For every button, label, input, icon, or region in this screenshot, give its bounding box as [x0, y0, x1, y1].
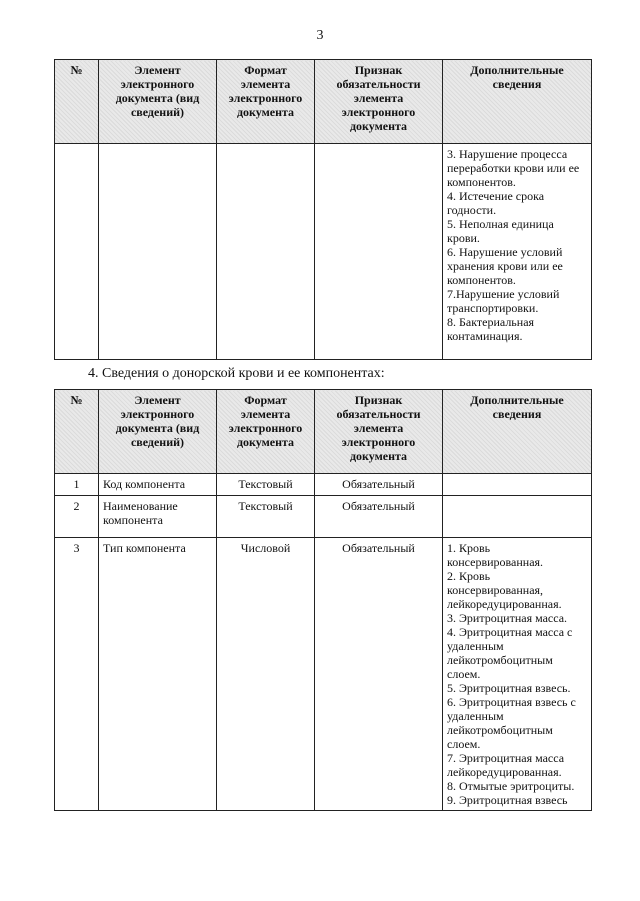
list-item: 4. Эритроцитная масса с удаленным лейкотромбоцитным слоем. — [447, 625, 573, 681]
header-required: Признак обязательности элемента электронного документа — [315, 60, 443, 144]
header-format: Формат элемента электронного документа — [217, 60, 315, 144]
cell-required: Обязательный — [315, 474, 443, 496]
cell-number: 3 — [55, 538, 99, 811]
cell-format: Текстовый — [217, 474, 315, 496]
cell-format: Текстовый — [217, 496, 315, 538]
cell-required — [315, 144, 443, 360]
table-header-row — [55, 390, 592, 474]
rejection-reasons-list — [447, 147, 587, 343]
header-required: Признак обязательности элемента электронного документа — [315, 390, 443, 474]
list-item: 7. Эритроцитная масса лейкоредуцированная. — [447, 751, 565, 779]
cell-format: Числовой — [217, 538, 315, 811]
cell-extra — [443, 496, 592, 538]
table-row — [55, 144, 592, 360]
cell-number: 2 — [55, 496, 99, 538]
list-item: 6. Нарушение условий хранения крови или ее компонентов. — [447, 245, 563, 287]
cell-extra — [443, 144, 592, 360]
list-item: 9. Эритроцитная взвесь — [447, 793, 568, 807]
cell-element: Наименование компонента — [99, 496, 217, 538]
list-item: 4. Истечение срока годности. — [447, 189, 545, 217]
header-number: № — [55, 60, 99, 144]
cell-number — [55, 144, 99, 360]
header-element: Элемент электронного документа (вид сведений) — [99, 390, 217, 474]
list-item: 5. Неполная единица крови. — [447, 217, 554, 245]
list-item: 5. Эритроцитная взвесь. — [447, 681, 571, 695]
cell-extra — [443, 538, 592, 811]
header-extra: Дополнительные сведения — [443, 390, 592, 474]
table-row — [55, 538, 592, 811]
cell-required: Обязательный — [315, 496, 443, 538]
list-item: 6. Эритроцитная взвесь с удаленным лейкотромбоцитным слоем. — [447, 695, 576, 751]
cell-element: Тип компонента — [99, 538, 217, 811]
component-types-list — [447, 541, 587, 807]
header-element: Элемент электронного документа (вид сведений) — [99, 60, 217, 144]
header-extra: Дополнительные сведения — [443, 60, 592, 144]
blood-components-table — [54, 389, 592, 811]
cell-element — [99, 144, 217, 360]
table-row — [55, 496, 592, 538]
cell-element: Код компонента — [99, 474, 217, 496]
list-item: 3. Нарушение процесса переработки крови или ее компонентов. — [447, 147, 580, 189]
list-item: 8. Отмытые эритроциты. — [447, 779, 575, 793]
list-item: 1. Кровь консервированная. — [447, 541, 544, 569]
cell-extra — [443, 474, 592, 496]
data-elements-table-continued — [54, 59, 592, 360]
list-item: 7.Нарушение условий транспортировки. — [447, 287, 560, 315]
header-format: Формат элемента электронного документа — [217, 390, 315, 474]
section-heading: 4. Сведения о донорской крови и ее компонентах: — [88, 366, 385, 381]
list-item: 3. Эритроцитная масса. — [447, 611, 568, 625]
list-item: 8. Бактериальная контаминация. — [447, 315, 535, 343]
cell-format — [217, 144, 315, 360]
list-item: 2. Кровь консервированная, лейкоредуцированная. — [447, 569, 562, 611]
page-number: 3 — [316, 28, 324, 43]
cell-number: 1 — [55, 474, 99, 496]
header-number: № — [55, 390, 99, 474]
table-row — [55, 474, 592, 496]
cell-required: Обязательный — [315, 538, 443, 811]
table-header-row — [55, 60, 592, 144]
